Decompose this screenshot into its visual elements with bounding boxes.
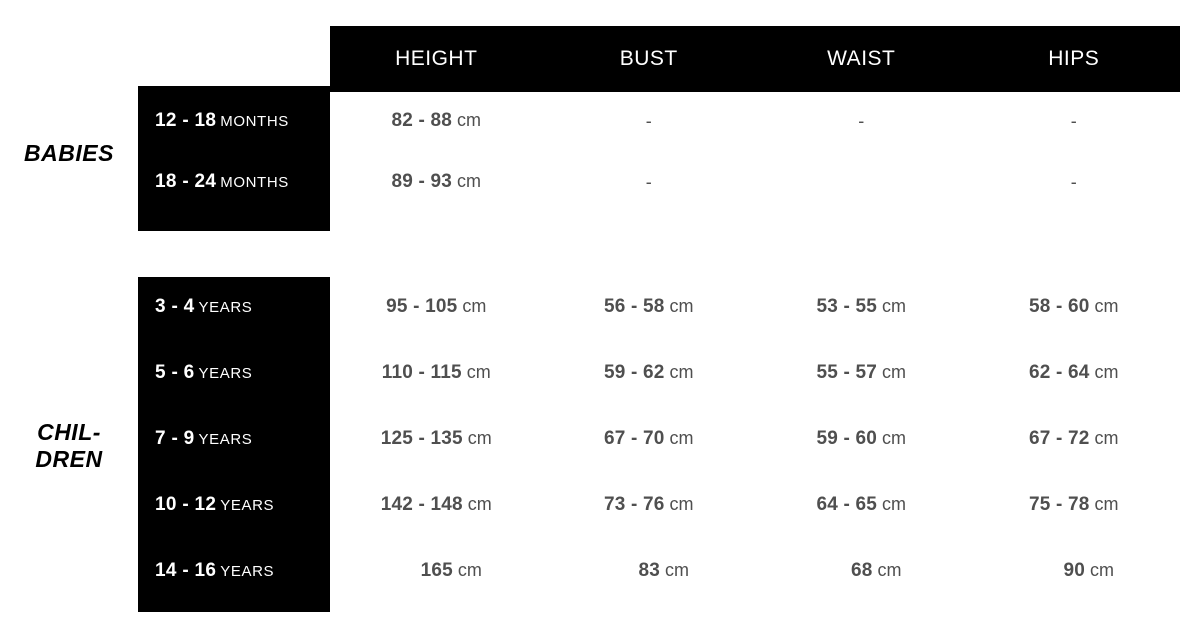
cell-hips: 58 - 60 cm [1028, 296, 1119, 317]
cell-waist: 53 - 55 cm [816, 296, 907, 317]
cell-bust: 59 - 62 cm [603, 362, 694, 383]
row-size-unit: YEARS [198, 365, 253, 382]
row-size-unit: YEARS [220, 563, 275, 580]
cell-height: 95 - 105 cm [386, 296, 487, 317]
cell-bust: 83 cm [638, 560, 690, 581]
row-size-label [138, 296, 330, 318]
row-size-unit: YEARS [198, 299, 253, 316]
cell-waist: 59 - 60 cm [816, 428, 907, 449]
table-row [138, 428, 1180, 450]
cell-height: 110 - 115 cm [381, 362, 491, 383]
column-header-hips: HIPS [1048, 47, 1100, 70]
cell-height: 165 cm [420, 560, 482, 581]
row-size-value: 10 - 12 [155, 494, 217, 515]
row-size-value: 12 - 18 [155, 110, 217, 131]
row-size-label [138, 110, 330, 132]
row-size-unit: YEARS [220, 497, 275, 514]
cell-bust: 56 - 58 cm [603, 296, 694, 317]
cell-bust: 67 - 70 cm [603, 428, 694, 449]
row-size-value: 3 - 4 [155, 296, 195, 317]
row-size-label [138, 560, 330, 582]
cell-hips: 67 - 72 cm [1028, 428, 1119, 449]
cell-bust: - [645, 171, 652, 192]
cell-bust: - [645, 110, 652, 131]
table-header-row [330, 26, 1180, 92]
row-size-unit: MONTHS [220, 174, 289, 191]
cell-height: 142 - 148 cm [380, 494, 492, 515]
table-row [138, 560, 1180, 582]
table-row [138, 362, 1180, 384]
cell-waist: 64 - 65 cm [816, 494, 907, 515]
table-row [138, 171, 1180, 193]
table-row [138, 494, 1180, 516]
column-header-height: HEIGHT [395, 47, 478, 70]
row-size-label [138, 494, 330, 516]
cell-hips: 62 - 64 cm [1028, 362, 1119, 383]
table-row [138, 296, 1180, 318]
column-header-bust: BUST [619, 47, 678, 70]
row-size-value: 7 - 9 [155, 428, 195, 449]
cell-waist: - [858, 110, 865, 131]
row-size-value: 14 - 16 [155, 560, 217, 581]
cell-height: 89 - 93 cm [391, 171, 482, 192]
row-size-label [138, 171, 330, 193]
column-header-waist: WAIST [827, 47, 896, 70]
row-size-value: 18 - 24 [155, 171, 217, 192]
group-label-babies: BABIES [24, 140, 114, 166]
cell-hips: - [1070, 110, 1077, 131]
babies-label-block [138, 86, 330, 231]
cell-bust: 73 - 76 cm [603, 494, 694, 515]
group-label-children [0, 419, 138, 473]
cell-waist: 55 - 57 cm [816, 362, 907, 383]
cell-hips: - [1070, 171, 1077, 192]
row-size-unit: YEARS [198, 431, 253, 448]
row-size-label [138, 362, 330, 384]
row-size-label [138, 428, 330, 450]
group-label-children-line2: DREN [35, 446, 103, 473]
cell-height: 82 - 88 cm [391, 110, 482, 131]
table-row [138, 110, 1180, 132]
cell-hips: 90 cm [1063, 560, 1115, 581]
cell-waist: 68 cm [850, 560, 902, 581]
row-size-unit: MONTHS [220, 113, 289, 130]
cell-hips: 75 - 78 cm [1028, 494, 1119, 515]
cell-height: 125 - 135 cm [380, 428, 492, 449]
row-size-value: 5 - 6 [155, 362, 195, 383]
group-label-children-line1: CHIL- [37, 419, 101, 445]
